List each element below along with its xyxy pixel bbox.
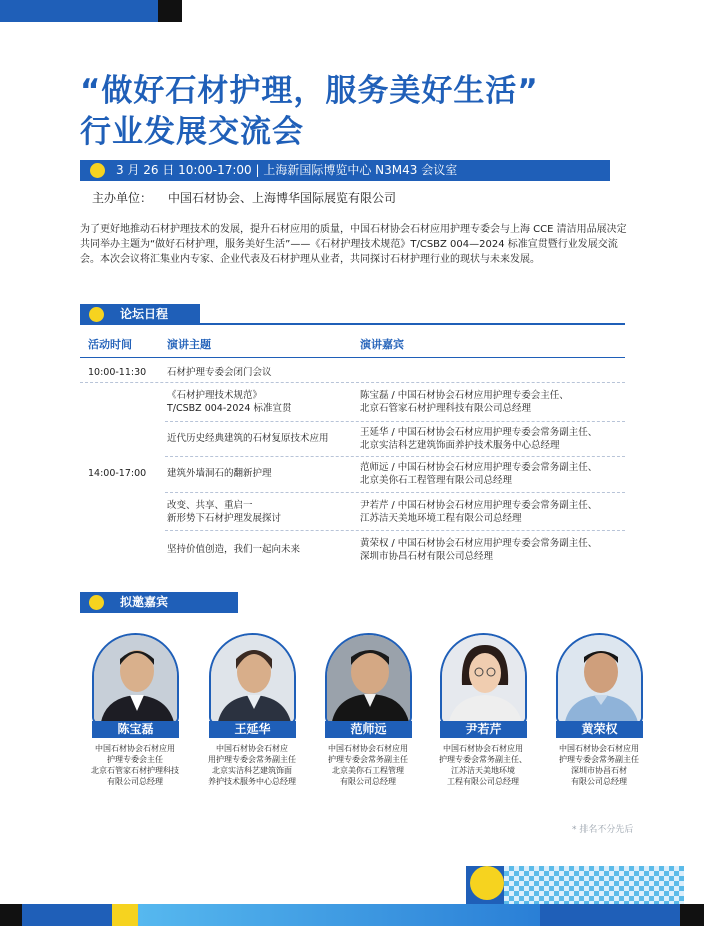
- talk-topic-line1: 坚持价值创造，我们一起向未来: [167, 544, 301, 555]
- talk-speaker-line2: 江苏洁天美地环境工程有限公司总经理: [360, 513, 522, 524]
- organizer: [92, 189, 396, 206]
- guest-avatar: [209, 633, 296, 725]
- guest-title-line: 北京实洁科艺建筑饰面: [212, 766, 292, 775]
- talk-speaker-line1: 王延华 / 中国石材协会石材应用护理专委会常务副主任、: [360, 427, 598, 438]
- guest-name: 尹若芹: [440, 721, 527, 738]
- guest-title-line: 北京美你石工程管理: [332, 766, 404, 775]
- schedule-section-title: 论坛日程: [120, 307, 169, 321]
- guest-title-line: 有限公司总经理: [340, 777, 396, 786]
- guest-avatar: [92, 633, 179, 725]
- morning-topic: 石材护理专委会闭门会议: [167, 367, 272, 378]
- guest-title-line: 养护技术服务中心总经理: [208, 777, 296, 786]
- guest-title-line: 中国石材协会石材应: [216, 744, 288, 753]
- talk-speaker-line2: 北京美你石工程管理有限公司总经理: [360, 475, 513, 486]
- talk-speaker-line1: 范师远 / 中国石材协会石材应用护理专委会常务副主任、: [360, 462, 598, 473]
- organizer-label: 主办单位：: [92, 191, 153, 205]
- guest-title-line: 中国石材协会石材应用: [443, 744, 523, 753]
- bottom-decor-bar: [680, 904, 704, 926]
- bottom-decor-checker: [504, 866, 684, 904]
- talk-speaker-line1: 尹若芹 / 中国石材协会石材应用护理专委会常务副主任、: [360, 500, 598, 511]
- guest-title-line: 有限公司总经理: [107, 777, 163, 786]
- guest-title: [539, 743, 659, 787]
- schedule-section-header: [80, 304, 200, 325]
- guests-section-title: 拟邀嘉宾: [120, 595, 169, 609]
- top-decor-bar: [0, 0, 158, 22]
- footnote: * 排名不分先后: [572, 825, 634, 835]
- section-divider: [80, 323, 625, 325]
- organizer-names: 中国石材协会、上海博华国际展览有限公司: [168, 191, 397, 205]
- guest-title-line: 工程有限公司总经理: [447, 777, 519, 786]
- talk-topic-line1: 改变、共享、重启一: [167, 500, 253, 511]
- guest-name: 黄荣权: [556, 721, 643, 738]
- guest-title-line: 用护理专委会常务副主任: [208, 755, 296, 764]
- intro-paragraph: 为了更好地推动石材护理技术的发展，提升石材应用的质量，中国石材协会石材应用护理专委会与上海 CCE 清洁用品展决定共同举办主题为“做好石材护理，服务美好生活”——《石材护理技术规范》T/CSBZ 004—2024 标准宣贯暨行业发展交流会。本次会议将汇集业内专家、企业代表及石材护理从业者，共同探讨石材护理行业的现状与未来发展。: [80, 224, 627, 265]
- header-divider: [80, 357, 625, 358]
- guest-title: [75, 743, 195, 787]
- afternoon-time: 14:00-17:00: [88, 468, 147, 479]
- talk-topic-line2: 新形势下石材护理发展探讨: [167, 513, 282, 524]
- guest-name: 王延华: [209, 721, 296, 738]
- guest-avatar: [440, 633, 527, 725]
- guest-name: 范师远: [325, 721, 412, 738]
- page-title-line1: “做好石材护理，服务美好生活”: [80, 73, 539, 109]
- row-divider: [165, 456, 625, 457]
- row-divider: [165, 492, 625, 493]
- guest-avatar: [325, 633, 412, 725]
- guest-title-line: 护理专委会常务副主任: [328, 755, 408, 764]
- bottom-decor-bar: [0, 904, 22, 926]
- guest-title-line: 护理专委会常务副主任: [559, 755, 639, 764]
- guest-title-line: 江苏洁天美地环境: [451, 766, 515, 775]
- talk-topic-line2: T/CSBZ 004-2024 标准宣贯: [167, 403, 292, 414]
- dot-icon: [89, 307, 104, 322]
- dot-icon: [90, 163, 105, 178]
- talk-topic-line1: 建筑外墙洞石的翻新护理: [167, 468, 272, 479]
- row-divider: [165, 530, 625, 531]
- guest-title-line: 护理专委会常务副主任、: [439, 755, 527, 764]
- bottom-decor-circle: [470, 866, 504, 900]
- event-meta-text: 3 月 26 日 10:00-17:00 | 上海新国际博览中心 N3M43 会议室: [116, 163, 458, 177]
- guest-avatar: [556, 633, 643, 725]
- bottom-decor-bar: [112, 904, 138, 926]
- talk-speaker-line2: 北京石管家石材护理科技有限公司总经理: [360, 403, 532, 414]
- talk-topic-line1: 近代历史经典建筑的石材复原技术应用: [167, 433, 329, 444]
- talk-topic-line1: 《石材护理技术规范》: [167, 390, 263, 401]
- row-divider: [165, 421, 625, 422]
- bottom-decor-bar: [138, 904, 540, 926]
- bottom-decor-bar: [22, 904, 112, 926]
- talk-speaker-line1: 陈宝磊 / 中国石材协会石材应用护理专委会主任、: [360, 390, 569, 401]
- guests-section-header: [80, 592, 238, 613]
- row-divider: [80, 382, 625, 383]
- event-meta-bar: [80, 160, 610, 181]
- talk-speaker-line1: 黄荣权 / 中国石材协会石材应用护理专委会常务副主任、: [360, 538, 598, 549]
- guest-name: 陈宝磊: [92, 721, 179, 738]
- header-topic: 演讲主题: [167, 338, 211, 351]
- talk-speaker-line2: 深圳市协昌石材有限公司总经理: [360, 551, 494, 562]
- guest-title-line: 深圳市协昌石材: [571, 766, 627, 775]
- guest-title-line: 中国石材协会石材应用: [559, 744, 639, 753]
- talk-speaker-line2: 北京实洁科艺建筑饰面养护技术服务中心总经理: [360, 440, 560, 451]
- guest-title: [308, 743, 428, 787]
- header-time: 活动时间: [88, 338, 132, 351]
- guest-title-line: 中国石材协会石材应用: [328, 744, 408, 753]
- guest-title-line: 有限公司总经理: [571, 777, 627, 786]
- guest-title: [423, 743, 543, 787]
- morning-time: 10:00-11:30: [88, 367, 147, 378]
- bottom-decor-bar: [540, 904, 680, 926]
- guest-title-line: 北京石管家石材护理科技: [91, 766, 179, 775]
- dot-icon: [89, 595, 104, 610]
- header-speaker: 演讲嘉宾: [360, 338, 404, 351]
- page-title-line2: 行业发展交流会: [80, 114, 304, 150]
- top-decor-block: [158, 0, 182, 22]
- guest-title-line: 中国石材协会石材应用: [95, 744, 175, 753]
- guest-title-line: 护理专委会主任: [107, 755, 163, 764]
- guest-title: [192, 743, 312, 787]
